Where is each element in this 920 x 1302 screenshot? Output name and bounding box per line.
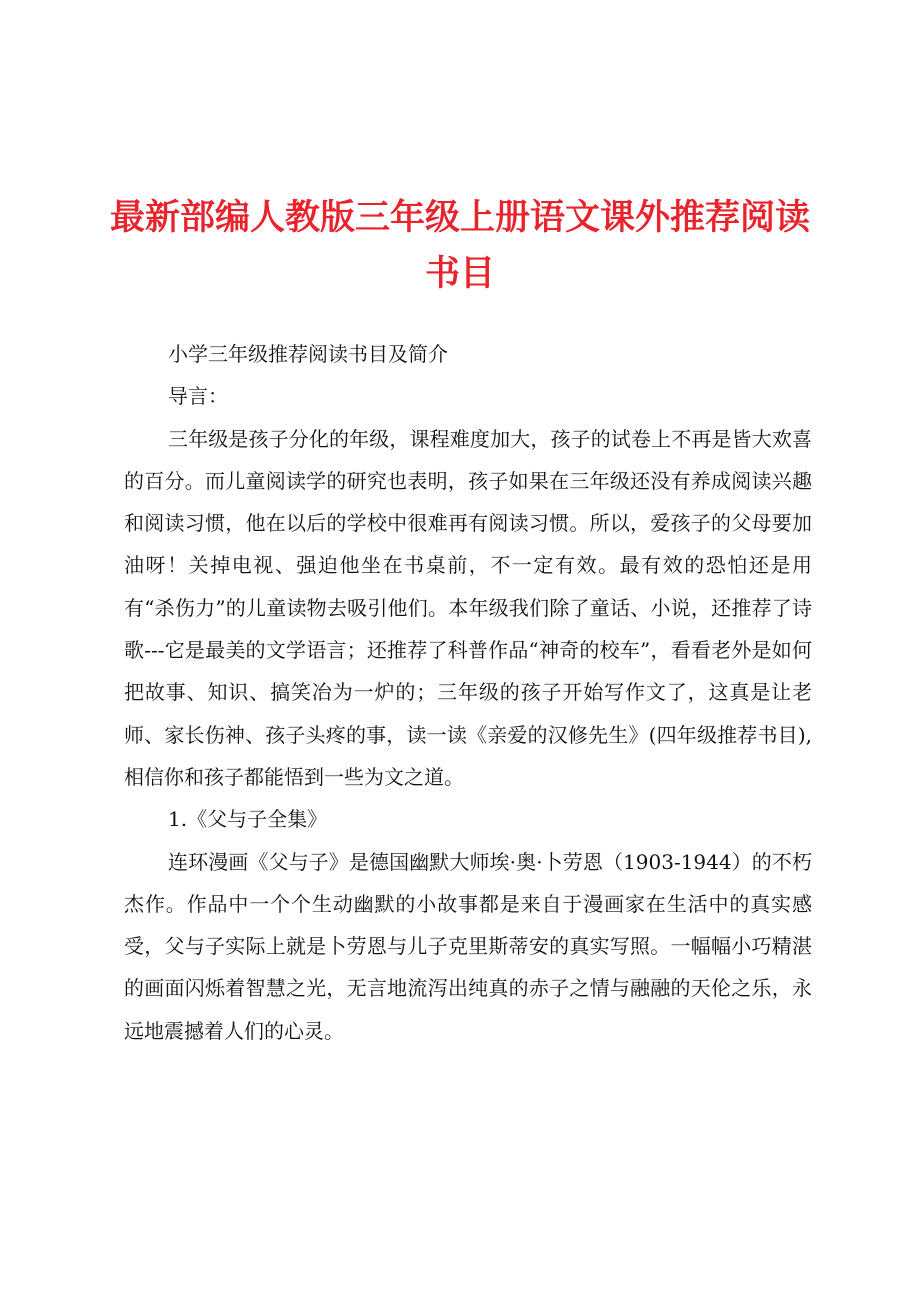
document-title: 最新部编人教版三年级上册语文课外推荐阅读书目 xyxy=(110,197,811,294)
paragraph-intro-body: 三年级是孩子分化的年级，课程难度加大，孩子的试卷上不再是皆大欢喜的百分。而儿童阅读学的研究也表明，孩子如果在三年级还没有养成阅读兴趣和阅读习惯，他在以后的学校中很难再有阅读习惯。所以，爱孩子的父母要加油呀！关掉电视、强迫他坐在书桌前，不一定有效。最有效的恐怕还是用有“杀伤力”的儿童读物去吸引他们。本年级我们除了童话、小说，还推荐了诗歌---它是最美的文学语言；还推荐了科普作品“神奇的校车”，看看老外是如何把故事、知识、搞笑冶为一炉的；三年级的孩子开始写作文了，这真是让老师、家长伤神、孩子头疼的事，读一读《亲爱的汉修先生》(四年级推荐书目),相信你和孩子都能悟到一些为文之道。 xyxy=(124,426,812,789)
document-body xyxy=(124,333,812,1052)
paragraph-book-description: 连环漫画《父与子》是德国幽默大师埃·奥·卜劳恩（1903-1944）的不朽杰作。作品中一个个生动幽默的小故事都是来自于漫画家在生活中的真实感受，父与子实际上就是卜劳恩与儿子克里斯蒂安的真实写照。一幅幅小巧精湛的画面闪烁着智慧之光，无言地流泻出纯真的赤子之情与融融的天伦之乐，永远地震撼着人们的心灵。 xyxy=(124,849,812,1043)
paragraph-intro-label: 导言： xyxy=(168,384,228,409)
paragraph-subtitle: 小学三年级推荐阅读书目及简介 xyxy=(168,342,448,366)
paragraph-book-heading: 1.《父与子全集》 xyxy=(168,807,328,832)
